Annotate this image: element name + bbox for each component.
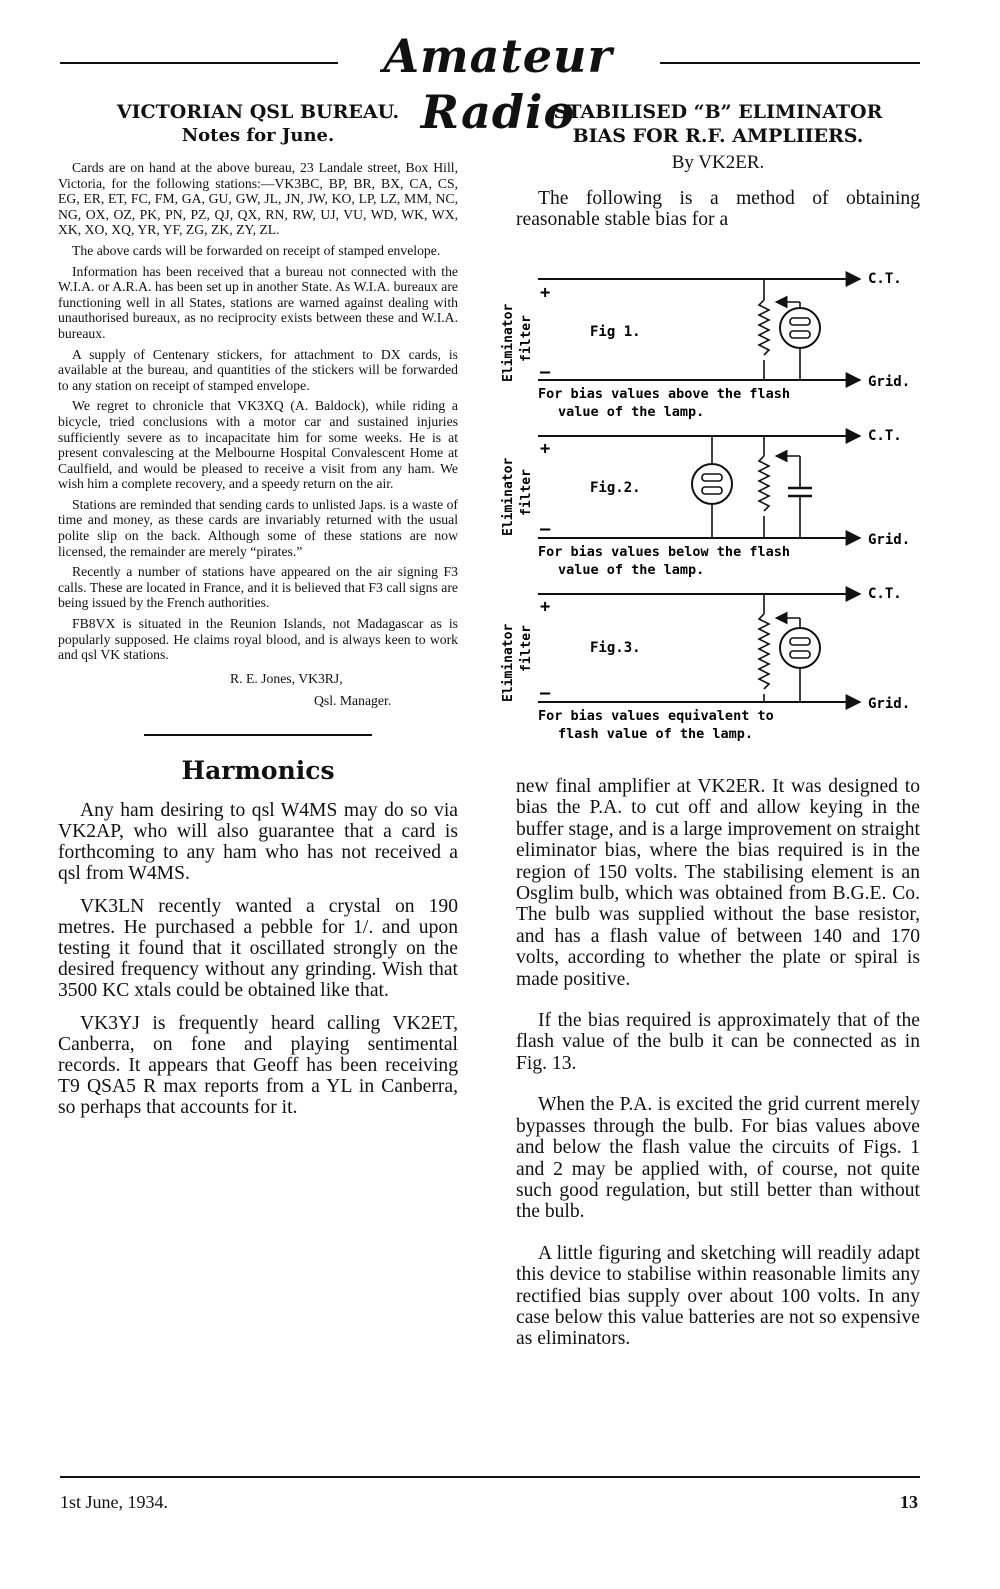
- figure-label: Fig 1.: [590, 324, 641, 340]
- figure-side-label: filter: [519, 625, 534, 672]
- masthead-rule-right: [660, 62, 920, 64]
- article-paragraph: When the P.A. is excited the grid current merely bypasses through the bulb. For bias values above and below the flash value the circuits of Figs. 1 and 2 may be applied with, of course, not quite such good regulation, but still better than without the bulb.: [516, 1094, 920, 1223]
- masthead-rule-left: [60, 62, 338, 64]
- masthead-title: Amateur Radio: [383, 29, 613, 139]
- figure-label: Fig.2.: [590, 480, 641, 496]
- figure-side-label: Eliminator: [501, 303, 516, 382]
- article-paragraph: A little figuring and sketching will readily adapt this device to stabilise within reasonable limits any rectified bias supply over about 100 volts. In any case below this value batteries are not so expensive as eliminators.: [516, 1242, 920, 1350]
- qsl-subtitle: Notes for June.: [181, 125, 335, 146]
- figure-side-label: Eliminator: [501, 457, 516, 536]
- harmonics-paragraph: VK3YJ is frequently heard calling VK2ET, Canberra, on fone and playing sentimental records. It appears that Geoff has been receiving T9 QSA5 R max reports from a YL in Canberra, so perhaps that accounts for it.: [58, 1012, 458, 1118]
- harmonics-body: [58, 800, 458, 1118]
- qsl-paragraph: The above cards will be forwarded on receipt of stamped envelope.: [72, 242, 441, 258]
- figure-caption: For bias values above the flash: [538, 386, 790, 402]
- minus-sign: –: [540, 362, 551, 382]
- resistor: [759, 300, 769, 355]
- qsl-paragraph: Information has been received that a bureau not connected with the W.I.A. or A.R.A. has been set up in another State. As W.I.A. bureaux are functioning well in all States, stations are warned against dealing with unauthorised bureaux, as no reciprocity exists between these and W.I.A. bureaux.: [58, 263, 458, 341]
- article-body: [516, 776, 920, 1370]
- circuit-figures: [494, 262, 920, 748]
- plus-sign: +: [540, 597, 551, 617]
- bulb-electrode: [790, 651, 810, 658]
- figure-caption: flash value of the lamp.: [558, 726, 754, 742]
- qsl-paragraph: FB8VX is situated in the Reunion Islands, not Madagascar as is popularly supposed. He claims royal blood, and is always keen to work and qsl VK stations.: [58, 616, 458, 663]
- qsl-paragraph: Recently a number of stations have appeared on the air signing F3 calls. These are located in France, and it is believed that F3 call signs are being issued by the French authorities.: [58, 564, 458, 611]
- issue-date: 1st June, 1934.: [60, 1492, 168, 1512]
- section-divider: [144, 734, 372, 736]
- terminal-grid: Grid.: [868, 696, 911, 712]
- signature-name: R. E. Jones, VK3RJ,: [230, 670, 343, 686]
- qsl-paragraph: Cards are on hand at the above bureau, 23 Landale street, Box Hill, Victoria, for the following stations:—VK3BC, BP, BR, BX, CA, CS, EG, ER, ET, FC, FM, GA, GU, GW, JL, JN, JW, KO, LP, LZ, MM, NC, NG, OX, OZ, PK, PN, PZ, QJ, QX, RN, RW, UJ, VU, WD, WK, WX, XK, XO, XQ, YR, YF, ZG, ZK, ZY, ZL.: [58, 160, 458, 238]
- qsl-signature: [58, 668, 458, 712]
- article-paragraph: If the bias required is approximately that of the flash value of the bulb it can be connected as in Fig. 13.: [516, 1010, 920, 1074]
- resistor: [759, 456, 769, 511]
- article-title-line1: STABILISED “B” ELIMINATOR: [553, 101, 883, 123]
- bulb-electrode: [790, 318, 810, 325]
- figure-caption: For bias values equivalent to: [538, 708, 774, 724]
- article-title-line2: BIAS FOR R.F. AMPLIIERS.: [572, 125, 864, 147]
- article-intro: The following is a method of obtaining reasonable stable bias for a: [516, 188, 920, 230]
- terminal-ct: C.T.: [868, 428, 902, 444]
- figure-1: [501, 271, 910, 420]
- bulb-electrode: [790, 638, 810, 645]
- terminal-grid: Grid.: [868, 532, 911, 548]
- article-byline: By VK2ER.: [671, 152, 765, 173]
- figure-caption: For bias values below the flash: [538, 544, 790, 560]
- plus-sign: +: [540, 439, 551, 459]
- plus-sign: +: [540, 283, 551, 303]
- bulb-electrode: [702, 474, 722, 481]
- harmonics-paragraph: Any ham desiring to qsl W4MS may do so via VK2AP, who will also guarantee that a card is forthcoming to any ham who has not received a qsl from W4MS.: [58, 799, 458, 884]
- signature-role: Qsl. Manager.: [314, 692, 392, 708]
- neon-bulb: [780, 308, 820, 348]
- figure-label: Fig.3.: [590, 640, 641, 656]
- harmonics-paragraph: VK3LN recently wanted a crystal on 190 metres. He purchased a pebble for 1/. and upon testing it found that it oscillated strongly on the desired frequency without any grinding. Wish that 3500 KC xtals could be obtained like that.: [58, 895, 458, 1001]
- figure-side-label: filter: [519, 315, 534, 362]
- qsl-title: VICTORIAN QSL BUREAU.: [116, 101, 400, 123]
- page-number: 13: [900, 1492, 918, 1512]
- terminal-ct: C.T.: [868, 271, 902, 287]
- terminal-grid: Grid.: [868, 374, 911, 390]
- qsl-bureau-article: [58, 100, 458, 712]
- figure-caption: value of the lamp.: [558, 404, 705, 420]
- neon-bulb: [692, 464, 732, 504]
- harmonics-article: [58, 754, 458, 1118]
- right-column: [516, 100, 920, 230]
- minus-sign: –: [540, 683, 551, 703]
- resistor: [759, 614, 769, 689]
- left-column: [58, 100, 458, 1130]
- figure-3: [501, 586, 910, 742]
- figure-side-label: filter: [519, 469, 534, 516]
- figure-side-label: Eliminator: [501, 623, 516, 702]
- qsl-paragraph: Stations are reminded that sending cards to unlisted Japs. is a waste of time and money, as these cards are invariably returned with the usual polite slip on the back. Although some of these stations are now licensed, the remainder are merely “pirates.”: [58, 496, 458, 559]
- neon-bulb: [780, 628, 820, 668]
- footer-rule: [60, 1476, 920, 1478]
- figure-caption: value of the lamp.: [558, 562, 705, 578]
- bulb-electrode: [790, 331, 810, 338]
- qsl-paragraph: A supply of Centenary stickers, for attachment to DX cards, is available at the bureau, and quantities of the stickers will be forwarded to any station on receipt of stamped envelope.: [58, 346, 458, 393]
- harmonics-title: Harmonics: [181, 755, 335, 785]
- bulb-electrode: [702, 487, 722, 494]
- qsl-body: [58, 160, 458, 663]
- article-paragraph: new final amplifier at VK2ER. It was designed to bias the P.A. to cut off and allow keying in the buffer stage, and is a large improvement on straight eliminator bias, where the bias required is in the region of 150 volts. The stabilising element is an Osglim bulb, which was obtained from B.G.E. Co. The bulb was supplied without the base resistor, and has a flash value of between 140 and 170 volts, according to whether the plate or spiral is made positive.: [516, 776, 920, 990]
- terminal-ct: C.T.: [868, 586, 902, 602]
- figure-2: [501, 428, 910, 578]
- qsl-paragraph: We regret to chronicle that VK3XQ (A. Baldock), while riding a bicycle, tried conclusions with a motor car and sustained injuries sufficiently severe as to incapacitate him for some weeks. He is at present convalescing at the Melbourne Hospital Convalescent Home at Caulfield, and would be pleased to receive a visit from any ham. We wish him a complete recovery, and a speedy return on the air.: [58, 398, 458, 492]
- minus-sign: –: [540, 519, 551, 539]
